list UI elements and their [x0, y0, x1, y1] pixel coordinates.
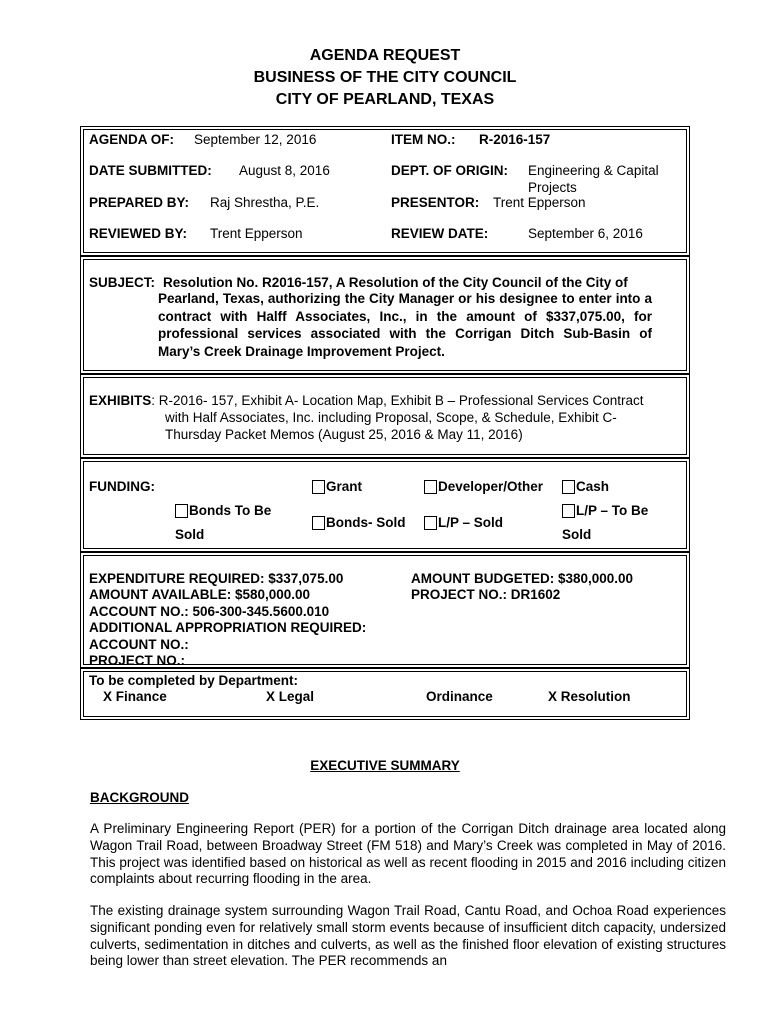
exhibits-label: EXHIBITS [89, 393, 152, 408]
reviewed-by-value: Trent Epperson [210, 226, 303, 241]
agenda-info-box [80, 126, 690, 256]
exhibits-line-1 [89, 392, 644, 409]
subject-text: Pearland, Texas, authorizing the City Manager or his designee to enter into a contract with Halff Associates, Inc., in the amount of $337,075.00, for professional services associated with the Corrigan Ditch Sub-Basin of Mary’s Creek Drainage Improvement Project. [158, 291, 652, 359]
expenditure-required: EXPENDITURE REQUIRED: $337,075.00 [89, 571, 344, 586]
review-date-value: September 6, 2016 [528, 226, 643, 241]
exhibits-line-1-text: : R-2016- 157, Exhibit A- Location Map, Exhibit B – Professional Services Contract [151, 393, 644, 408]
developer-other-checkbox-option[interactable] [424, 478, 543, 495]
cash-checkbox-option[interactable] [562, 478, 609, 495]
bonds-to-be-label: Bonds To Be [189, 503, 272, 518]
lp-sold-label: L/P – Sold [438, 515, 504, 530]
project-no-additional: PROJECT NO.: [89, 653, 186, 668]
lp-sold-checkbox[interactable] [424, 516, 437, 530]
lp-to-be-label-cont: Sold [562, 527, 592, 542]
background-paragraph-2: The existing drainage system surrounding Wagon Trail Road, Cantu Road, and Ochoa Road experiences significant ponding even for relatively small storm events because of insufficient ditch capacity, undersized culverts, sedimentation in ditches and culverts, as well as the finished floor elevation of existing structures being lower than street elevation. The PER recommends an [90, 903, 726, 969]
lp-sold-checkbox-option[interactable] [424, 514, 503, 531]
agenda-of-label: AGENDA OF: [89, 132, 174, 147]
review-date-label: REVIEW DATE: [391, 226, 489, 241]
grant-label: Grant [326, 479, 363, 494]
additional-appropriation: ADDITIONAL APPROPRIATION REQUIRED: [89, 620, 367, 635]
lp-to-be-checkbox-option[interactable] [562, 502, 648, 519]
exhibits-box [80, 374, 690, 458]
financial-box [80, 552, 690, 668]
grant-checkbox-option[interactable] [312, 478, 362, 495]
item-no-value: R-2016-157 [479, 132, 551, 147]
amount-available: AMOUNT AVAILABLE: $580,000.00 [89, 587, 311, 602]
ordinance-option: Ordinance [426, 689, 493, 704]
funding-box [80, 458, 690, 552]
lp-to-be-label: L/P – To Be [576, 503, 649, 518]
developer-other-checkbox[interactable] [424, 480, 437, 494]
document-title-line-1: AGENDA REQUEST [309, 47, 461, 64]
subject-label: SUBJECT: [89, 275, 156, 290]
bonds-to-be-label-cont: Sold [175, 527, 205, 542]
presentor-label: PRESENTOR: [391, 195, 480, 210]
bonds-to-be-checkbox-option[interactable] [175, 502, 271, 519]
item-no-label: ITEM NO.: [391, 132, 456, 147]
account-no: ACCOUNT NO.: 506-300-345.5600.010 [89, 604, 330, 619]
cash-label: Cash [576, 479, 610, 494]
document-title-line-3: CITY OF PEARLAND, TEXAS [275, 91, 495, 108]
amount-budgeted: AMOUNT BUDGETED: $380,000.00 [411, 571, 634, 586]
legal-option: X Legal [266, 689, 315, 704]
bonds-to-be-checkbox[interactable] [175, 504, 188, 518]
dept-origin-value-cont: Projects [528, 180, 577, 195]
exhibits-line-2: with Half Associates, Inc. including Proposal, Scope, & Schedule, Exhibit C- [165, 410, 617, 425]
bonds-sold-checkbox-option[interactable] [312, 514, 406, 531]
prepared-by-label: PREPARED BY: [89, 195, 190, 210]
developer-other-label: Developer/Other [438, 479, 544, 494]
finance-option: X Finance [103, 689, 167, 704]
bonds-sold-label: Bonds- Sold [326, 515, 406, 530]
date-submitted-value: August 8, 2016 [239, 163, 330, 178]
date-submitted-label: DATE SUBMITTED: [89, 163, 212, 178]
funding-label: FUNDING: [89, 479, 155, 494]
grant-checkbox[interactable] [312, 480, 325, 494]
department-box [80, 668, 690, 720]
executive-summary-heading: EXECUTIVE SUMMARY [310, 758, 460, 773]
project-no: PROJECT NO.: DR1602 [411, 587, 561, 602]
subject-first-line: Resolution No. R2016-157, A Resolution of the City Council of the City of [163, 275, 628, 290]
background-heading: BACKGROUND [90, 790, 189, 805]
document-title-line-2: BUSINESS OF THE CITY COUNCIL [253, 69, 517, 86]
presentor-value: Trent Epperson [493, 195, 586, 210]
department-label: To be completed by Department: [89, 673, 299, 688]
prepared-by-value: Raj Shrestha, P.E. [210, 195, 320, 210]
bonds-sold-checkbox[interactable] [312, 516, 325, 530]
cash-checkbox[interactable] [562, 480, 575, 494]
dept-origin-value: Engineering & Capital [528, 163, 659, 178]
dept-origin-label: DEPT. OF ORIGIN: [391, 163, 509, 178]
background-paragraph-1: A Preliminary Engineering Report (PER) for a portion of the Corrigan Ditch drainage area located along Wagon Trail Road, between Broadway Street (FM 518) and Mary’s Creek was completed in May of 2016. This project was identified based on historical as well as recent flooding in 2015 and 2016 including citizen complaints about recurring flooding in the area. [90, 821, 726, 887]
exhibits-line-3: Thursday Packet Memos (August 25, 2016 & May 11, 2016) [165, 427, 523, 442]
resolution-option: X Resolution [548, 689, 631, 704]
lp-to-be-checkbox[interactable] [562, 504, 575, 518]
reviewed-by-label: REVIEWED BY: [89, 226, 188, 241]
agenda-of-value: September 12, 2016 [194, 132, 317, 147]
account-no-additional: ACCOUNT NO.: [89, 637, 189, 652]
